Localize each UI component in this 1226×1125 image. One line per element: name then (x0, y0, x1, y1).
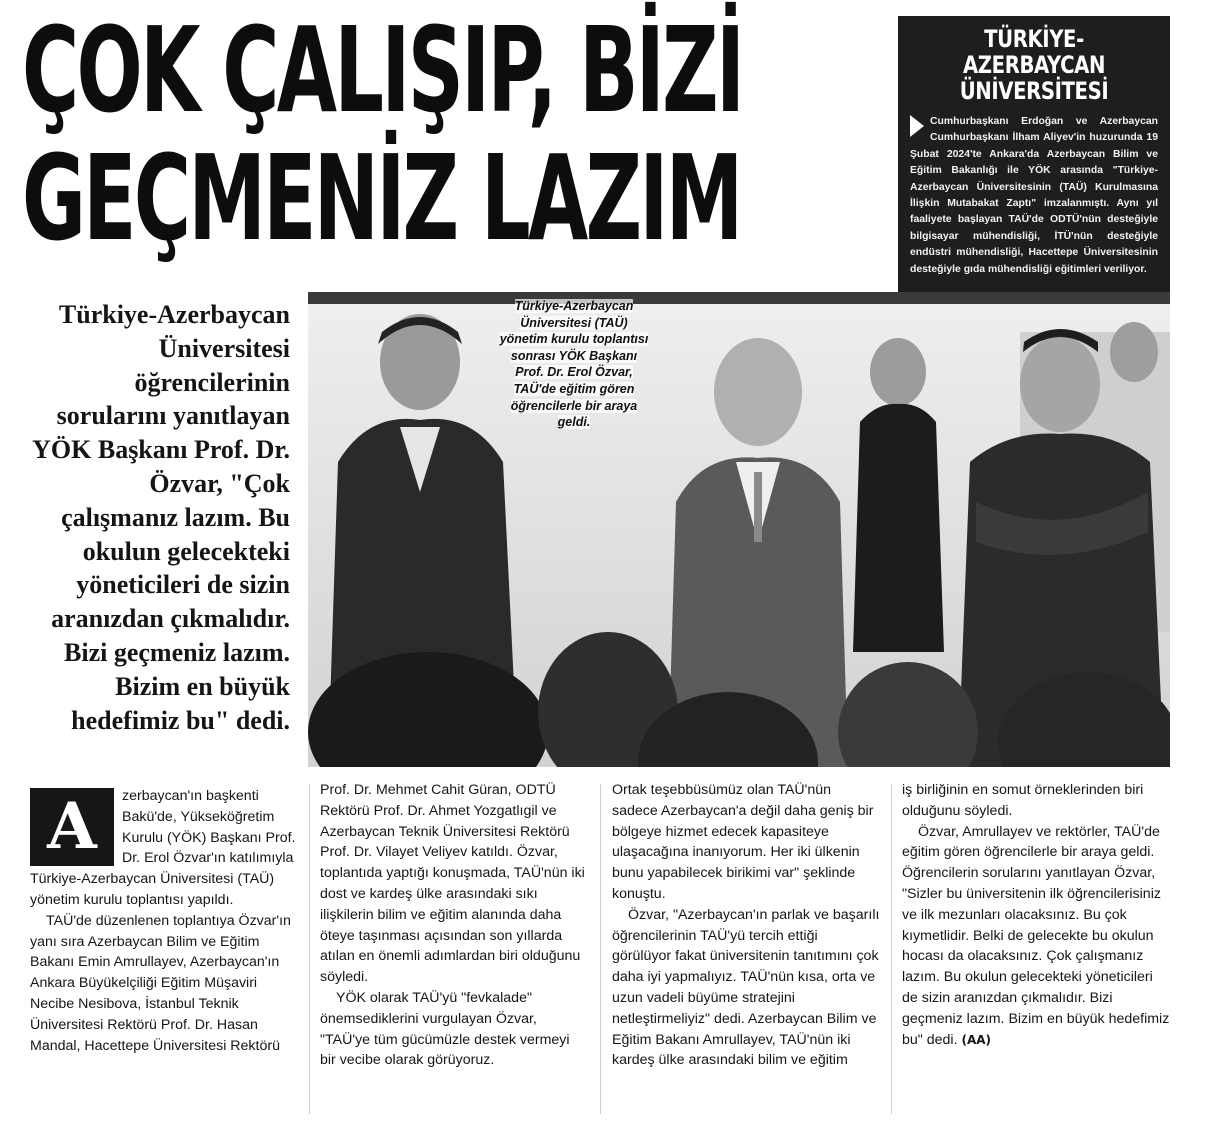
sidebar-box (898, 16, 1170, 316)
news-photo (308, 292, 1170, 767)
headline-line-2: GEÇMENİZ LAZIM (22, 129, 741, 267)
article-paragraph: Prof. Dr. Mehmet Cahit Güran, ODTÜ Rektörü Prof. Dr. Ahmet Yozgatlıgil ve Azerbaycan Teknik Üniversitesi Rektörü Prof. Dr. Vilayet Veliyev katıldı. Özvar, toplantıda yaptığı konuşmada, TAÜ'nün iki dost ve kardeş ülke arasındaki sıkı ilişkilerin bilim ve eğitim alanında daha öteye taşınması açısından son yıllarda atılan en önemli adımlardan biri olduğunu söyledi. (320, 782, 585, 986)
article-column-2 (320, 780, 588, 1071)
column-divider (309, 784, 310, 1114)
article-paragraph: TAÜ'de düzenlenen toplantıya Özvar'ın yanı sıra Azerbaycan Bilim ve Eğitim Bakanı Emin Amrullayev, Azerbaycan'ın Ankara Büyükelçiliği Eğitim Müşaviri Necibe Nesibova, İstanbul Teknik Üniversitesi Rektörü Prof. Dr. Hasan Mandal, Hacettepe Üniversitesi Rektörü (30, 912, 291, 1054)
headline-line-1: ÇOK ÇALIŞIP, BİZİ (22, 1, 743, 139)
article-column-1 (30, 780, 298, 1056)
photo-illustration (308, 292, 1170, 767)
column-divider (600, 784, 601, 1114)
article-column-4 (902, 780, 1170, 1050)
lead-paragraph: Türkiye-Azerbaycan Üniversitesi öğrencilerinin sorularını yanıtlayan YÖK Başkanı Prof. Dr. Özvar, "Çok çalışmanız lazım. Bu okulun gelecekteki yöneticileri de sizin aranızdan çıkmalıdır. Bizi geçmeniz lazım. Bizim en büyük hedefimiz bu" dedi. (32, 300, 290, 735)
sidebar-title (932, 26, 1135, 104)
credit-tag: (AA) (961, 1032, 992, 1047)
article-paragraph (902, 822, 1170, 1051)
article-paragraph: zerbaycan'ın başkenti Bakü'de, Yükseköğretim Kurulu (YÖK) Başkanı Prof. Dr. Erol Özvar'ın katılımıyla Türkiye-Azerbaycan Üniversitesi (TAÜ) yönetim kurulu toplantısı yapıldı. (30, 788, 296, 908)
article-paragraph: Özvar, "Azerbaycan'ın parlak ve başarılı öğrencilerinin TAÜ'yü tercih ettiği görülüyor fakat üniversitenin tanıtımını çok daha iyi yapmalıyız. TAÜ'nün kısa, orta ve uzun vadeli büyüme stratejini netleştirmeliyiz" dedi. Azerbaycan Bilim ve Eğitim Bakanı Amrullayev, TAÜ'nün iki kardeş ülke arasındaki bilim ve eğitim (612, 906, 880, 1069)
article-paragraph: iş birliğinin en somut örneklerinden biri olduğunu söyledi. (902, 782, 1144, 819)
article-paragraph: YÖK olarak TAÜ'yü "fevkalade" önemsediklerini vurgulayan Özvar, "TAÜ'ye tüm gücümüzle destek vermeyi bir vecibe olarak görüyoruz. (320, 989, 570, 1069)
photo-caption-text: Türkiye-Azerbaycan Üniversitesi (TAÜ) yönetim kurulu toplantısı sonrası YÖK Başkanı Prof. Dr. Erol Özvar, TAÜ'de eğitim gören öğrencilerle bir araya geldi. (499, 299, 649, 430)
article-paragraph: Ortak teşebbüsümüz olan TAÜ'nün sadece Azerbaycan'a değil daha geniş bir bölgeye hizmet edecek kapasiteye ulaşacağına inanıyorum. Her iki ülkenin bunu yapabilecek birikimi var" şeklinde konuştu. (612, 782, 874, 902)
article-paragraph-text: Özvar, Amrullayev ve rektörler, TAÜ'de eğitim gören öğrencilerle bir araya geldi. Öğrencilerin sorularını yanıtlayan Özvar, "Sizler bu üniversitenin ilk öğrencilerisiniz ve ilk mezunları olacaksınız. Bu çok kıymetlidir. Belki de gelecekte bu okulun hocası da olacaksınız. Çok çalışmanız lazım. Bu okulun gelecekteki yöneticileri de sizin aranızdan çıkmalıdır. Bizi geçmeniz lazım. Bizim en büyük hedefimiz bu" dedi. (902, 823, 1170, 1048)
sidebar-body-wrap (910, 114, 1158, 278)
play-triangle-icon (910, 115, 924, 137)
dropcap: A (30, 788, 114, 866)
sidebar-title-line-1: TÜRKİYE-AZERBAYCAN (962, 25, 1106, 79)
sidebar-title-line-2: ÜNİVERSİTESİ (959, 77, 1109, 105)
headline (22, 1, 743, 267)
sidebar-body: Cumhurbaşkanı Erdoğan ve Azerbaycan Cumhurbaşkanı İlham Aliyev'in huzurunda 19 Şubat 2024'te Ankara'da Azerbaycan Bilim ve Eğitim Bakanlığı ile YÖK arasında "Türkiye-Azerbaycan Üniversitesinin (TAÜ) Kurulmasına İlişkin Mutabakat Zaptı" imzalanmıştı. Aynı yıl faaliyete başlayan TAÜ'de ODTÜ'nün desteğiyle bilgisayar mühendisliği, İTÜ'nün desteğiyle endüstri mühendisliği, Hacettepe Üniversitesinin desteğiyle gıda mühendisliği eğitimleri veriliyor. (910, 116, 1158, 275)
photo-caption (496, 298, 652, 431)
column-divider (891, 784, 892, 1114)
article-column-3 (612, 780, 880, 1071)
